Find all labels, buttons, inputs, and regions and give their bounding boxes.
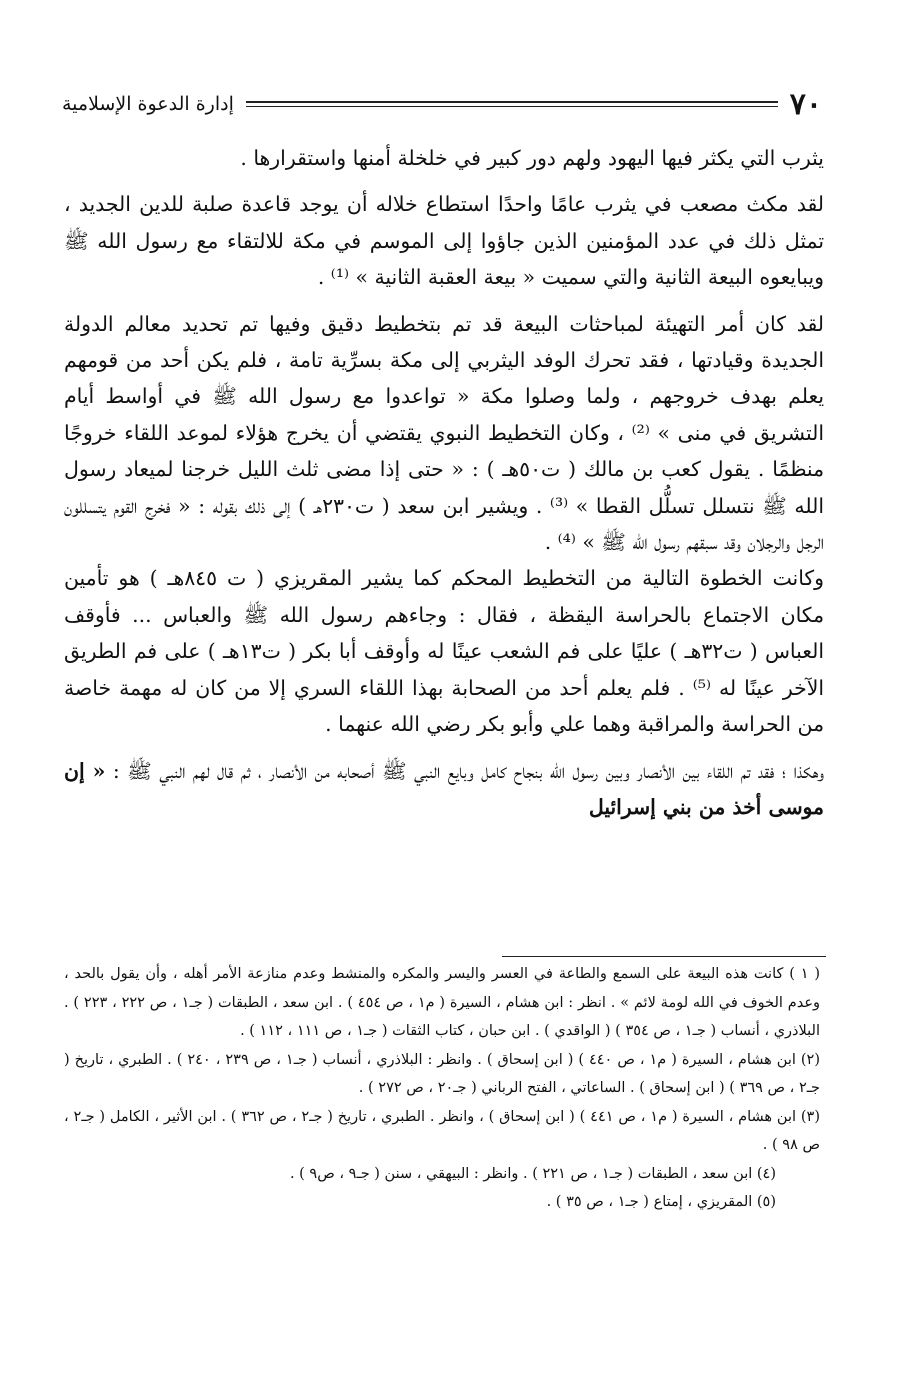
paragraph-2: لقد مكث مصعب في يثرب عامًا واحدًا استطاع خلاله أن يوجد قاعدة صلبة للدين الجديد ، تمثل ذلك في عدد المؤمنين الذين جاؤوا إلى الموسم في مكة للالتقاء مع رسول الله ﷺ ويبايعوه البيعة الثانية والتي سميت « بيعة العقبة الثانية » ⁽¹⁾ . [64, 192, 824, 290]
footnote-5: (٥) المقريزي ، إمتاع ( جـ١ ، ص ٣٥ ) . [546, 1194, 776, 1210]
paragraph-5 [64, 753, 824, 826]
paragraph-4: وكانت الخطوة التالية من التخطيط المحكم كما يشير المقريزي ( ت ٨٤٥هـ ) هو تأمين مكان الاجتماع بالحراسة اليقظة ، فقال : وجاءهم رسول الله ﷺ والعباس ... فأوقف العباس ( ت٣٢هـ ) عليًا على فم الشعب عينًا له وأوقف أبا بكر ( ت١٣هـ ) على فم الطريق الآخر عينًا له ⁽⁵⁾ . فلم يعلم أحد من الصحابة بهذا اللقاء السري إلا من كان له مهمة خاصة من الحراسة والمراقبة وهما علي وأبو بكر رضي الله عنهما . [64, 566, 825, 737]
footnote-1: ( ١ ) كانت هذه البيعة على السمع والطاعة في العسر واليسر والمكره والمنشط وعدم منازعة الأمر أهله ، وأن يقول بالحد ، وعدم الخوف في الله لومة لائم » . انظر : ابن هشام ، السيرة ( م١ ، ص ٤٥٤ ) . ابن سعد ، الطبقات ( جـ١ ، ص ٢٢٢ ، ٢٢٣ ) . البلاذري ، أنساب ( جـ١ ، ص ٣٥٤ ) ( الواقدي ) . ابن حبان ، كتاب الثقات ( جـ١ ، ص ١١١ ، ١١٢ ) . [64, 966, 820, 1039]
paragraph-1: يثرب التي يكثر فيها اليهود ولهم دور كبير في خلخلة أمنها واستقرارها . [240, 146, 824, 170]
header-rule [246, 101, 778, 107]
paragraph-3: لقد كان أمر التهيئة لمباحثات البيعة قد تم بتخطيط دقيق وفيها تم تحديد معالم الدولة الجديدة وقيادتها ، فقد تحرك الوفد اليثربي إلى مكة بسرِّية تامة ، فلم يكن أحد من قومهم يعلم بهدف خروجهم ، ولما وصلوا مكة « تواعدوا مع رسول الله ﷺ في أواسط أيام التشريق في منى » ⁽²⁾ ، وكان التخطيط النبوي يقتضي أن يخرج هؤلاء لموعد اللقاء خروجًا منظمًا . يقول كعب بن مالك ( ت٥٠هـ ) : « حتى إذا مضى ثلث الليل خرجنا لميعاد رسول الله ﷺ نتسلل تسلُّل القطا » ⁽³⁾ . ويشير ابن سعد ( ت٢٣٠هـ ) إلى ذلك بقوله : « فخرج القوم يتسللون الرجل والرجلان وقد سبقهم رسول الله ﷺ » ⁽⁴⁾ . [64, 311, 824, 555]
footnote-3: (٣) ابن هشام ، السيرة ( م١ ، ص ٤٤١ ) ( ابن إسحاق ) ، وانظر . الطبري ، تاريخ ( جـ٢ ، ص ٣٦٢ ) . ابن الأثير ، الكامل ( جـ٢ ، ص ٩٨ ) . [64, 1108, 820, 1153]
paragraph-5-text: وهكذا ؛ فقد تم اللقاء بين الأنصار وبين رسول الله بنجاح كامل وبايع النبي ﷺ أصحابه من الأنصار ، ثم قال لهم النبي ﷺ : [112, 758, 825, 783]
footnote-separator [502, 956, 826, 957]
footnote-2: (٢) ابن هشام ، السيرة ( م١ ، ص ٤٤٠ ) ( ابن إسحاق ) . وانظر : البلاذري ، أنساب ( جـ١ ، ص ٢٣٩ ، ٢٤٠ ) . الطبري ، تاريخ ( جـ٢ ، ص ٣٦٩ ) ( ابن إسحاق ) . الساعاتي ، الفتح الرباني ( جـ٢٠ ، ص ٢٧٢ ) . [64, 1051, 820, 1096]
page-number: ٧٠ [789, 86, 822, 122]
book-title: إدارة الدعوة الإسلامية [62, 93, 234, 115]
footnote-4: (٤) ابن سعد ، الطبقات ( جـ١ ، ص ٢٢١ ) . وانظر : البيهقي ، سنن ( جـ٩ ، ص٩ ) . [289, 1165, 776, 1182]
hadith-quote-start: « إن موسى أخذ من بني إسرائيل [64, 758, 824, 819]
main-text [64, 140, 824, 825]
footnotes [64, 960, 820, 1217]
running-header [62, 86, 822, 122]
